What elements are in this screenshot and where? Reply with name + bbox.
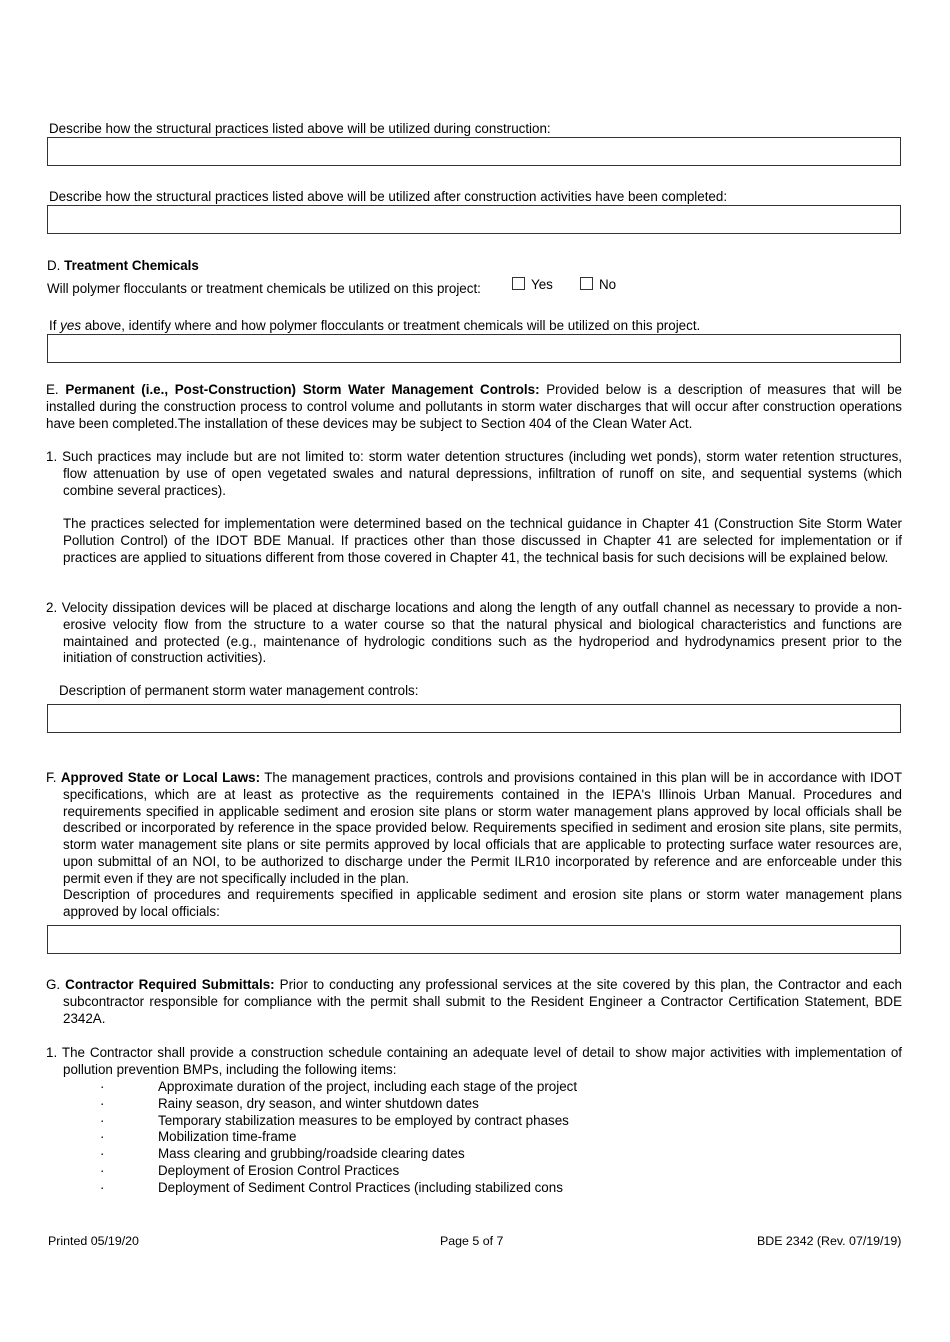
list-item [100,1113,800,1130]
list-item-text: Mobilization time-frame [158,1129,297,1145]
chemicals-field[interactable] [47,334,901,363]
section-d-letter: D. [47,258,61,273]
section-e-intro [46,382,902,432]
structural-after-label: Describe how the structural practices listed above will be utilized after construction activities have been completed: [49,189,728,204]
section-e-body: Provided below is a description of measures that will be installed during the construction process to control volume and pollutants in storm water discharges that will occur after construction operations have been completed.The installation of these devices may be subject to Section 404 of the Clean Water Act. [46,382,902,431]
section-e-letter: E. [46,382,59,397]
structural-during-label: Describe how the structural practices listed above will be utilized during construction: [49,121,551,136]
bullet-dot: · [100,1129,105,1145]
list-item [100,1079,800,1096]
followup-italic: yes [60,318,82,333]
footer-page-number: Page 5 of 7 [440,1234,504,1248]
structural-during-field[interactable] [47,137,901,166]
bullet-dot: · [100,1112,105,1128]
section-d-heading [47,258,199,275]
yes-option[interactable] [512,277,553,294]
section-g-body: Prior to conducting any professional services at the site covered by this plan, the Contractor and each subcontractor responsible for compliance with the permit shall submit to the Resident Engineer a Contractor Certification Statement, BDE 2342A. [63,977,902,1026]
section-e-item-1: 1. Such practices may include but are not limited to: storm water detention structures (including wet ponds), storm water retention structures, flow attenuation by use of open vegetated swales and natural depressions, infiltration of runoff on site, and sequential systems (which combine several practices). [46,449,902,498]
section-f-letter: F. [46,770,57,785]
yes-checkbox[interactable] [512,277,525,290]
chemicals-followup-label [49,318,700,335]
bullet-dot: · [100,1079,105,1094]
bullet-dot: · [100,1162,105,1178]
list-item-text: Deployment of Sediment Control Practices (including stabilized cons [158,1179,563,1195]
footer-form-id: BDE 2342 (Rev. 07/19/19) [757,1234,902,1248]
bullet-dot: · [100,1095,105,1111]
section-f-intro [46,770,902,888]
list-item [100,1180,800,1197]
section-f-title: Approved State or Local Laws: [60,770,261,785]
section-g-intro [46,977,902,1027]
list-item [100,1129,800,1146]
section-d-title: Treatment Chemicals [64,258,199,273]
no-checkbox[interactable] [580,277,593,290]
list-item-text: Mass clearing and grubbing/roadside clearing dates [158,1146,465,1162]
list-item-text: Deployment of Erosion Control Practices [158,1162,400,1178]
section-f-body: The management practices, controls and provisions contained in this plan will be in accordance with IDOT specifications, which are at least as protective as the requirements contained in the IEPA's Illinois Urban Manual. Procedures and requirements specified in applicable sediment and erosion site plans or storm water management plans approved by local officials shall be described or incorporated by reference in the space provided below. Requirements specified in sediment and erosion site plans, site permits, storm water management site plans or site permits approved by local officials that are applicable to protecting surface water resources are, upon submittal of an NOI, to be authorized to discharge under the Permit ILR10 incorporated by reference and are enforceable under this permit even if they are not specifically included in the plan. [63,770,902,886]
footer-printed-date: Printed 05/19/20 [48,1234,139,1248]
list-item-text: Rainy season, dry season, and winter shutdown dates [158,1095,479,1111]
no-label: No [599,277,617,292]
section-g-item-1: 1. The Contractor shall provide a construction schedule containing an adequate level of detail to show major activities with implementation of pollution prevention BMPs, including the following items: [46,1045,902,1077]
schedule-items-list [100,1079,800,1197]
followup-prefix: If [49,318,61,333]
structural-after-field[interactable] [47,205,901,234]
section-e-title: Permanent (i.e., Post-Construction) Storm Water Management Controls: [65,382,540,397]
section-e-item-1-sub: The practices selected for implementation were determined based on the technical guidance in Chapter 41 (Construction Site Storm Water Pollution Control) of the IDOT BDE Manual. If practices other than those discussed in Chapter 41 are selected for implementation or if practices are applied to situations different from those covered in Chapter 41, the technical basis for such decisions will be explained below. [63,516,902,565]
list-item [100,1096,800,1113]
yes-label: Yes [531,277,553,292]
section-e-item-2: 2. Velocity dissipation devices will be placed at discharge locations and along the length of any outfall channel as necessary to provide a non-erosive velocity flow from the structure to a water course so that the natural physical and biological characteristics and functions are maintained and protected (e.g., maintenance of hydrologic conditions such as the hydroperiod and hydrodynamics present prior to the initiation of construction activities). [46,600,902,666]
section-f-description: Description of procedures and requirements specified in applicable sediment and erosion site plans or storm water management plans approved by local officials: [63,887,902,919]
permanent-controls-label: Description of permanent storm water management controls: [59,683,419,698]
list-item [100,1163,800,1180]
followup-rest: above, identify where and how polymer flocculants or treatment chemicals will be utilized on this project. [81,318,701,333]
local-laws-field[interactable] [47,925,901,954]
section-g-title: Contractor Required Submittals: [65,977,275,992]
bullet-dot: · [100,1146,105,1162]
permanent-controls-field[interactable] [47,704,901,733]
list-item-text: Approximate duration of the project, including each stage of the project [158,1079,578,1094]
list-item [100,1146,800,1163]
bullet-dot: · [100,1179,105,1195]
no-option[interactable] [580,277,616,294]
section-g-letter: G. [46,977,61,992]
list-item-text: Temporary stabilization measures to be employed by contract phases [158,1112,569,1128]
section-d-question: Will polymer flocculants or treatment chemicals be utilized on this project: [47,281,481,296]
